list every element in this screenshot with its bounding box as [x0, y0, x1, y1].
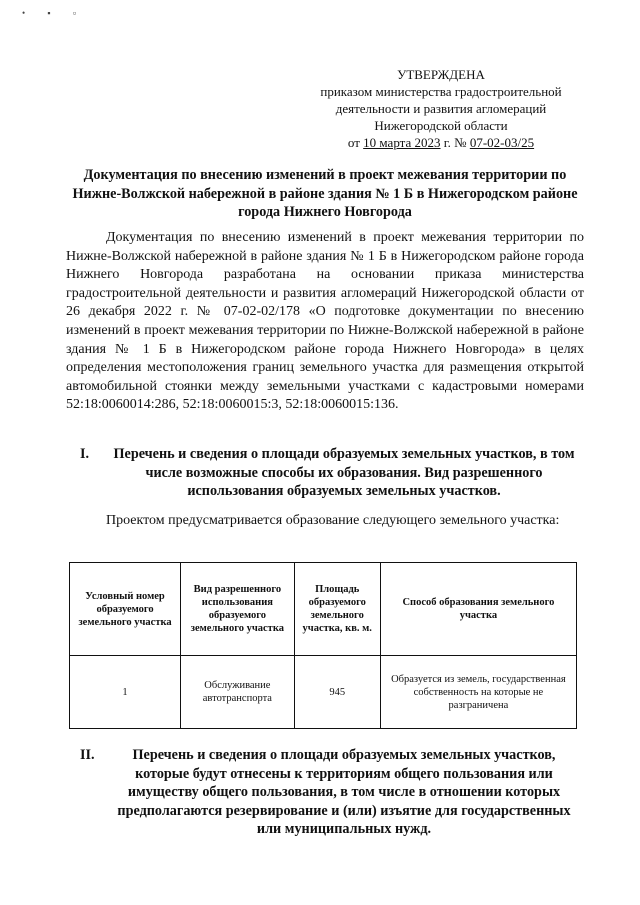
- table-cell-permitted-use: Обслуживание автотранспорта: [181, 656, 295, 729]
- approval-date-line: [300, 134, 582, 151]
- approval-number: 07-02-03/25: [469, 135, 535, 150]
- approval-date: 10 марта 2023: [363, 135, 441, 150]
- parcels-table: [69, 562, 577, 729]
- approval-date-prefix: от: [347, 135, 364, 150]
- table-cell-parcel-number: 1: [70, 656, 181, 729]
- table-cell-formation-method: Образуется из земель, государственная собственность на которые не разграничена: [380, 656, 576, 729]
- section-1-heading: [66, 445, 584, 501]
- scan-marks: • ▪ ▫: [22, 8, 87, 18]
- section-1-number: I.: [80, 446, 90, 462]
- approval-line-2: деятельности и развития агломераций: [335, 101, 547, 116]
- section-2-number: II.: [80, 747, 95, 763]
- table-cell-area: 945: [294, 656, 380, 729]
- section-2-text: Перечень и сведения о площади образуемых земельных участков, которые будут отнесены к территориям общего пользования или имуществу общего пользования, в том числе в отношении которых предполагаются резервирование и (или) изъятие для государственных или муниципальных нужд.: [117, 747, 571, 837]
- table-row: [70, 656, 577, 729]
- intro-paragraph: Документация по внесению изменений в проект межевания территории по Нижне-Волжской набережной в районе здания № 1 Б в Нижегородском районе города Нижнего Новгорода разработана на основании приказа министерства градостроительной деятельности и развития агломераций Нижегородской области от 26 декабря 2022 г. № 07-02-02/178 «О подготовке документации по внесению изменений в проект межевания территории по Нижне-Волжской набережной в районе здания № 1 Б в Нижегородском районе города Нижнего Новгорода» в целях определения местоположения границ земельного участка для размещения открытой автомобильной стоянки между земельными участками с кадастровыми номерами 52:18:0060014:286, 52:18:0060015:3, 52:18:0060015:136.: [66, 230, 584, 413]
- table-header-parcel-number: Условный номер образуемого земельного участка: [70, 563, 181, 656]
- section-1-text: Перечень и сведения о площади образуемых земельных участков, в том числе возможные способы их образования. Вид разрешенного использования образуемых земельных участков.: [113, 446, 575, 499]
- project-paragraph: Проектом предусматривается образование следующего земельного участка:: [106, 513, 560, 528]
- table-header-formation-method: Способ образования земельного участка: [380, 563, 576, 656]
- table-header-row: [70, 563, 577, 656]
- approval-line-1: приказом министерства градостроительной: [320, 84, 562, 99]
- document-title: Документация по внесению изменений в проект межевания территории по Нижне-Волжской набережной в районе здания № 1 Б в Нижегородском районе города Нижнего Новгорода: [72, 167, 578, 220]
- approval-heading: УТВЕРЖДЕНА: [397, 67, 485, 82]
- approval-stamp: [300, 66, 582, 151]
- approval-line-3: Нижегородской области: [374, 118, 508, 133]
- table-header-area: Площадь образуемого земельного участка, кв. м.: [294, 563, 380, 656]
- table-header-permitted-use: Вид разрешенного использования образуемого земельного участка: [181, 563, 295, 656]
- section-2-heading: [66, 746, 584, 839]
- approval-date-suffix: г. №: [440, 135, 470, 150]
